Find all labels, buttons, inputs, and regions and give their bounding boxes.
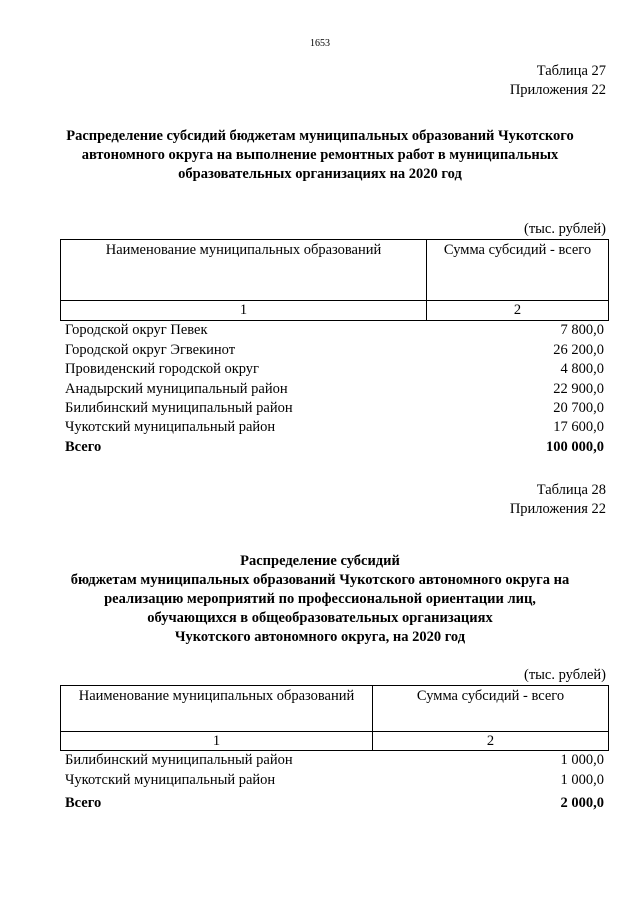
table28-header xyxy=(60,685,609,751)
table28-col2-header: Сумма субсидий - всего xyxy=(416,688,565,704)
row-name: Билибинский муниципальный район xyxy=(65,400,293,416)
table-row xyxy=(65,771,604,790)
table27-col2-header: Сумма субсидий - всего xyxy=(443,242,592,258)
total-label: Всего xyxy=(65,439,102,455)
row-amount: 20 700,0 xyxy=(553,400,604,416)
row-amount: 22 900,0 xyxy=(553,381,604,397)
row-amount: 7 800,0 xyxy=(560,322,604,338)
row-name: Чукотский муниципальный район xyxy=(65,772,276,788)
table28-col1-number: 1 xyxy=(212,733,221,749)
total-amount: 100 000,0 xyxy=(546,439,604,455)
table27-col1-number: 1 xyxy=(239,302,248,318)
row-name: Билибинский муниципальный район xyxy=(65,752,293,768)
header-divider xyxy=(61,731,608,732)
table28-col1-header: Наименование муниципальных образований xyxy=(78,688,355,704)
table-row xyxy=(65,341,604,360)
row-amount: 26 200,0 xyxy=(553,342,604,358)
table-row xyxy=(65,321,604,340)
table27-col2-number: 2 xyxy=(513,302,522,318)
table27-reference xyxy=(510,62,606,100)
table28-total-row xyxy=(65,794,604,813)
title-line: Распределение субсидий xyxy=(240,553,400,569)
row-name: Провиденский городской округ xyxy=(65,361,260,377)
row-name: Чукотский муниципальный район xyxy=(65,419,276,435)
table-row xyxy=(65,751,604,770)
title-line: реализацию мероприятий по профессиональной ориентации лиц, xyxy=(104,591,536,607)
row-name: Анадырский муниципальный район xyxy=(65,381,288,397)
table28-title xyxy=(40,552,600,647)
table-row xyxy=(65,380,604,399)
table28-col2-number: 2 xyxy=(486,733,495,749)
row-name: Городской округ Эгвекинот xyxy=(65,342,236,358)
row-amount: 4 800,0 xyxy=(560,361,604,377)
table27-header xyxy=(60,239,609,321)
title-line: Распределение субсидий бюджетам муниципальных образований Чукотского xyxy=(66,128,574,144)
table28-units: (тыс. рублей) xyxy=(524,667,606,683)
total-label: Всего xyxy=(65,795,102,811)
table-row xyxy=(65,399,604,418)
title-line: бюджетам муниципальных образований Чукотского автономного округа на xyxy=(70,572,570,588)
table28-reference xyxy=(510,481,606,519)
title-line: обучающихся в общеобразовательных организациях xyxy=(147,610,493,626)
table27-title xyxy=(40,127,600,184)
table27-total-row xyxy=(65,438,604,457)
table28-number: Таблица 28 xyxy=(536,482,606,498)
row-amount: 1 000,0 xyxy=(560,772,604,788)
table-row xyxy=(65,418,604,437)
table27-col1-header: Наименование муниципальных образований xyxy=(105,242,382,258)
table-row xyxy=(65,360,604,379)
table27-number: Таблица 27 xyxy=(536,63,606,79)
total-amount: 2 000,0 xyxy=(560,795,604,811)
row-amount: 1 000,0 xyxy=(560,752,604,768)
table27-units: (тыс. рублей) xyxy=(524,221,606,237)
title-line: образовательных организациях на 2020 год xyxy=(178,166,462,182)
title-line: Чукотского автономного округа, на 2020 год xyxy=(174,629,466,645)
title-line: автономного округа на выполнение ремонтных работ в муниципальных xyxy=(81,147,559,163)
row-name: Городской округ Певек xyxy=(65,322,208,338)
row-amount: 17 600,0 xyxy=(553,419,604,435)
table28-appendix: Приложения 22 xyxy=(509,501,606,517)
table27-appendix: Приложения 22 xyxy=(509,82,606,98)
header-divider xyxy=(61,300,608,301)
page-number: 1653 xyxy=(310,38,330,49)
